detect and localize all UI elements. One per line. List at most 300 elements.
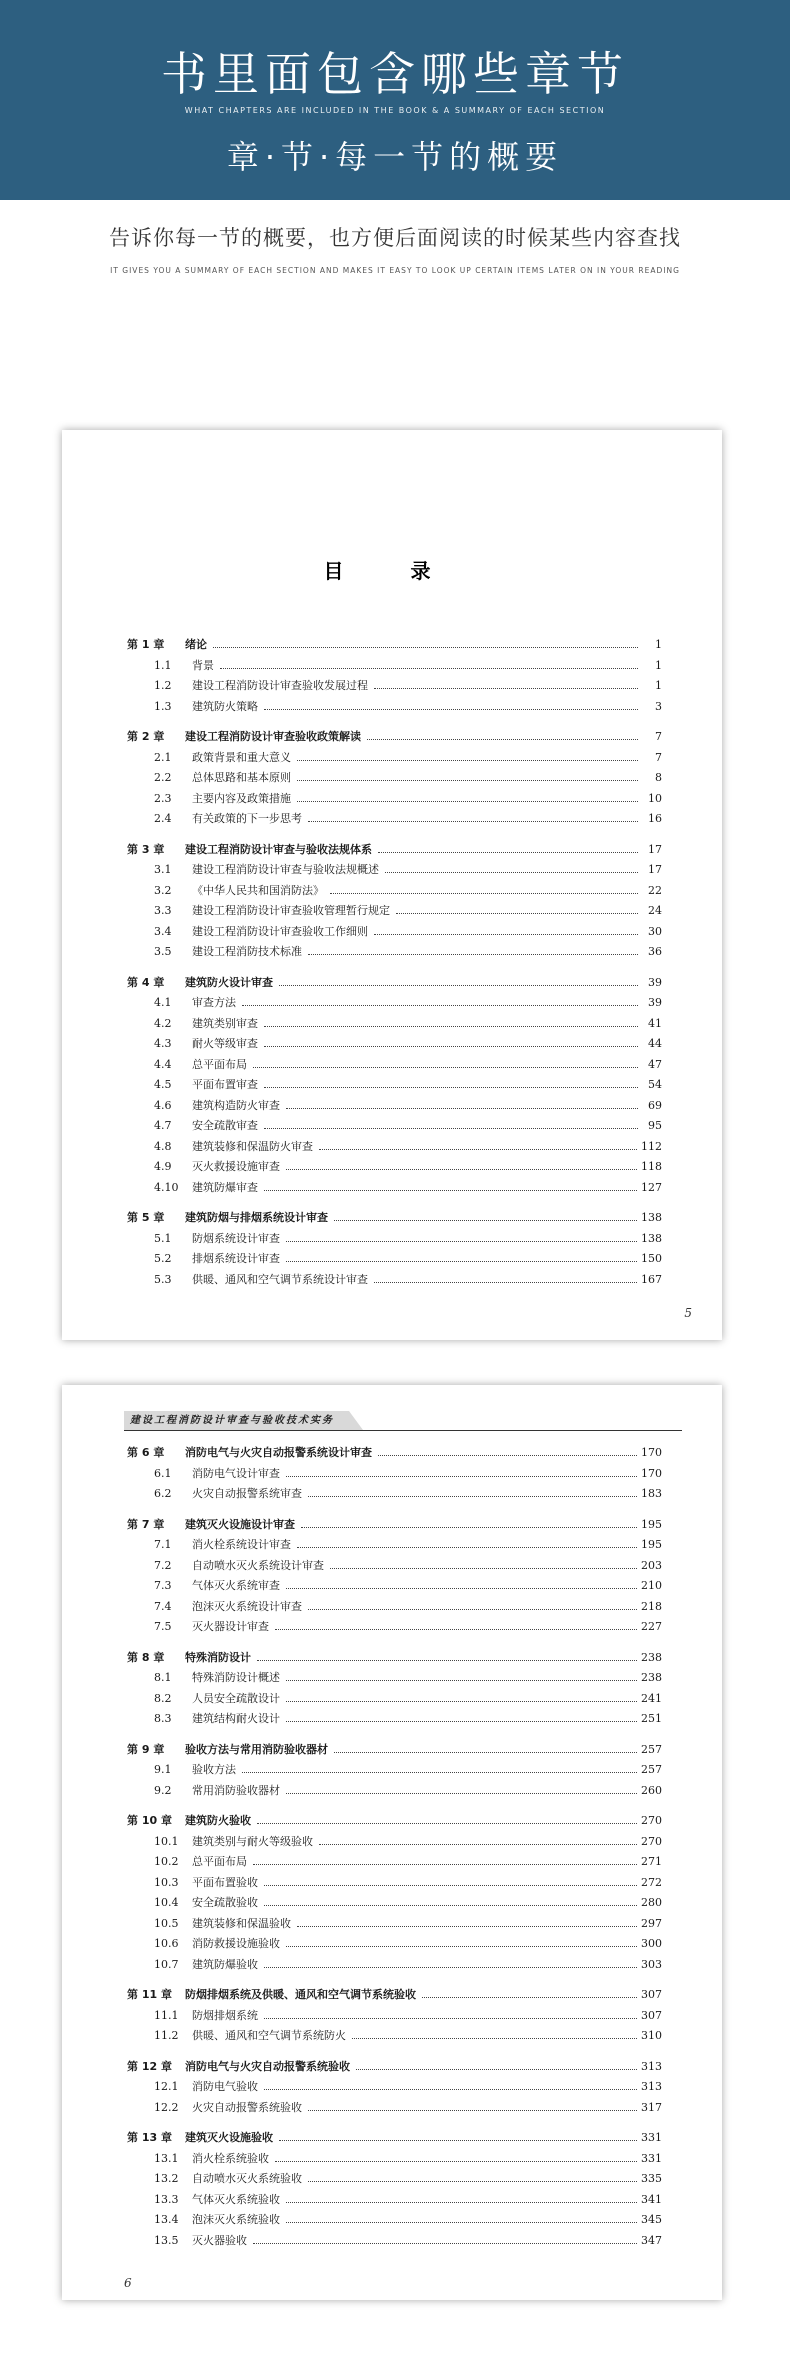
entry-title: 建筑构造防火审查 — [192, 1098, 280, 1112]
dot-leader — [334, 1220, 637, 1221]
entry-number: 第 9 章 — [127, 1742, 165, 1756]
entry-number: 第 2 章 — [127, 730, 165, 743]
dot-leader — [264, 1128, 638, 1129]
entry-title: 建设工程消防设计审查验收管理暂行规定 — [192, 904, 390, 917]
chapter-gap — [127, 1198, 662, 1208]
toc-chapter-entry — [127, 1443, 662, 1464]
entry-title: 建设工程消防技术标准 — [192, 945, 302, 958]
toc-section-entry — [127, 676, 662, 697]
toc-section-entry — [127, 1576, 662, 1597]
toc-section-entry — [127, 901, 662, 922]
entry-number: 2.4 — [154, 812, 172, 825]
dot-leader — [374, 934, 638, 935]
entry-page: 39 — [648, 975, 662, 989]
toc-section-entry — [127, 1178, 662, 1199]
entry-page: 210 — [641, 1579, 662, 1592]
dot-leader — [367, 739, 638, 740]
entry-title: 主要内容及政策措施 — [192, 791, 291, 805]
dot-leader — [330, 1568, 637, 1569]
entry-title: 灭火器验收 — [192, 2233, 247, 2247]
entry-number: 13.2 — [154, 2172, 179, 2185]
toc-section-entry — [127, 1484, 662, 1505]
entry-number: 4.9 — [154, 1160, 172, 1173]
entry-number: 3.3 — [154, 904, 172, 917]
entry-page: 16 — [648, 812, 662, 825]
dot-leader — [286, 1793, 637, 1794]
entry-number: 4.5 — [154, 1078, 172, 1091]
entry-number: 3.5 — [154, 945, 172, 958]
dot-leader — [422, 1997, 637, 1998]
entry-page: 183 — [641, 1487, 662, 1500]
entry-number: 9.1 — [154, 1763, 172, 1776]
entry-number: 第 8 章 — [127, 1650, 165, 1664]
entry-page: 1 — [655, 638, 662, 651]
toc-chapter-entry — [127, 1811, 662, 1832]
toc-section-entry — [127, 2077, 662, 2098]
dot-leader — [374, 688, 638, 689]
entry-title: 建筑结构耐火设计 — [192, 1712, 280, 1725]
dot-leader — [286, 1108, 638, 1109]
toc-section-entry — [127, 2026, 662, 2047]
entry-title: 人员安全疏散设计 — [192, 1691, 280, 1705]
entry-page: 345 — [641, 2213, 662, 2226]
entry-number: 4.3 — [154, 1037, 172, 1050]
entry-number: 2.1 — [154, 750, 172, 764]
entry-page: 39 — [648, 996, 662, 1009]
toc-section-entry — [127, 1535, 662, 1556]
entry-number: 4.10 — [154, 1180, 179, 1194]
entry-title: 供暖、通风和空气调节系统设计审查 — [192, 1272, 368, 1286]
entry-number: 9.2 — [154, 1783, 172, 1797]
banner-subtitle-en: WHAT CHAPTERS ARE INCLUDED IN THE BOOK & A SUMMARY OF EACH SECTION — [184, 106, 606, 115]
chapter-gap — [127, 1975, 662, 1985]
dot-leader — [257, 1660, 637, 1661]
toc-section-entry — [127, 1116, 662, 1137]
toc-section-entry — [127, 942, 662, 963]
dot-leader — [275, 1629, 637, 1630]
dot-leader — [264, 709, 638, 710]
entry-title: 安全疏散验收 — [192, 1896, 258, 1909]
entry-page: 10 — [648, 791, 662, 805]
entry-title: 常用消防验收器材 — [192, 1783, 280, 1797]
entry-number: 第 7 章 — [127, 1517, 165, 1531]
dot-leader — [356, 2069, 637, 2070]
toc-page-1 — [62, 430, 722, 1340]
entry-page: 238 — [641, 1671, 662, 1684]
dot-leader — [297, 1926, 637, 1927]
running-head-title: 建设工程消防设计审查与验收技术实务 — [124, 1411, 349, 1430]
entry-title: 消防电气验收 — [192, 2080, 258, 2093]
entry-title: 排烟系统设计审查 — [192, 1252, 280, 1265]
dot-leader — [264, 1046, 638, 1047]
entry-title: 消防电气与火灾自动报警系统设计审查 — [185, 1446, 372, 1459]
toc-chapter-entry — [127, 727, 662, 748]
entry-page: 95 — [648, 1119, 662, 1132]
dot-leader — [286, 2202, 637, 2203]
toc-list — [127, 635, 662, 1290]
toc-section-entry — [127, 1852, 662, 1873]
entry-number: 6.1 — [154, 1466, 172, 1480]
toc-section-entry — [127, 1709, 662, 1730]
toc-section-entry — [127, 1055, 662, 1076]
entry-number: 5.2 — [154, 1252, 172, 1265]
dot-leader — [264, 2018, 637, 2019]
dot-leader — [308, 2110, 637, 2111]
dot-leader — [253, 1067, 638, 1068]
toc-section-entry — [127, 993, 662, 1014]
intro-text-cn: 告诉你每一节的概要，也方便后面阅读的时候某些内容查找 — [109, 226, 681, 250]
toc-section-entry — [127, 789, 662, 810]
entry-title: 平面布置审查 — [192, 1078, 258, 1091]
dot-leader — [308, 1609, 637, 1610]
entry-title: 建筑装修和保温验收 — [192, 1916, 291, 1930]
banner-subtitle-cn: 章·节·每一节的概要 — [226, 138, 564, 176]
entry-page: 297 — [641, 1916, 662, 1930]
entry-page: 170 — [641, 1446, 662, 1459]
entry-number: 4.7 — [154, 1119, 172, 1132]
entry-title: 建设工程消防设计审查与验收法规体系 — [185, 842, 372, 856]
entry-title: 《中华人民共和国消防法》 — [192, 883, 324, 897]
entry-title: 建筑防烟与排烟系统设计审查 — [185, 1211, 328, 1224]
entry-title: 特殊消防设计概述 — [192, 1671, 280, 1684]
entry-number: 8.3 — [154, 1712, 172, 1725]
dot-leader — [297, 801, 638, 802]
entry-title: 气体灭火系统验收 — [192, 2192, 280, 2206]
entry-page: 257 — [641, 1763, 662, 1776]
entry-page: 270 — [641, 1814, 662, 1827]
entry-title: 耐火等级审查 — [192, 1037, 258, 1050]
entry-number: 1.1 — [154, 658, 172, 672]
toc-section-entry — [127, 1464, 662, 1485]
entry-number: 10.6 — [154, 1937, 179, 1950]
entry-page: 331 — [641, 2151, 662, 2165]
entry-page: 7 — [655, 730, 662, 743]
entry-page: 167 — [641, 1272, 662, 1286]
dot-leader — [264, 2089, 637, 2090]
entry-title: 总平面布局 — [192, 1057, 247, 1071]
entry-number: 10.3 — [154, 1875, 179, 1889]
toc-section-entry — [127, 2098, 662, 2119]
entry-number: 第 10 章 — [127, 1814, 172, 1827]
entry-title: 平面布置验收 — [192, 1875, 258, 1889]
entry-number: 4.8 — [154, 1139, 172, 1153]
entry-number: 7.1 — [154, 1538, 172, 1551]
entry-title: 特殊消防设计 — [185, 1650, 251, 1664]
entry-page: 118 — [641, 1160, 662, 1173]
intro-text-en: IT GIVES YOU A SUMMARY OF EACH SECTION AND MAKES IT EASY TO LOOK UP CERTAIN ITEMS LATER ON IN YOUR READING — [110, 266, 680, 275]
chapter-gap — [127, 830, 662, 840]
entry-title: 建筑防爆验收 — [192, 1957, 258, 1971]
toc-page-2 — [62, 1385, 722, 2300]
entry-page: 170 — [641, 1466, 662, 1480]
page-number: 5 — [684, 1306, 692, 1320]
toc-chapter-entry — [127, 2128, 662, 2149]
dot-leader — [330, 893, 638, 894]
toc-section-entry — [127, 1689, 662, 1710]
entry-page: 24 — [648, 904, 662, 917]
entry-page: 41 — [648, 1016, 662, 1030]
toc-section-entry — [127, 1249, 662, 1270]
entry-page: 36 — [648, 945, 662, 958]
toc-section-entry — [127, 2210, 662, 2231]
entry-number: 8.2 — [154, 1691, 172, 1705]
toc-section-entry — [127, 1832, 662, 1853]
toc-section-entry — [127, 2169, 662, 2190]
entry-page: 195 — [641, 1538, 662, 1551]
entry-title: 消防救援设施验收 — [192, 1937, 280, 1950]
dot-leader — [286, 1476, 637, 1477]
toc-section-entry — [127, 1556, 662, 1577]
chapter-gap — [127, 963, 662, 973]
entry-page: 17 — [648, 863, 662, 876]
entry-number: 12.1 — [154, 2080, 179, 2093]
entry-title: 审查方法 — [192, 996, 236, 1009]
entry-number: 5.3 — [154, 1272, 172, 1286]
entry-page: 47 — [648, 1057, 662, 1071]
entry-number: 4.1 — [154, 996, 172, 1009]
entry-title: 背景 — [192, 658, 214, 672]
chapter-gap — [127, 2118, 662, 2128]
dot-leader — [286, 1241, 637, 1242]
entry-page: 335 — [641, 2172, 662, 2185]
toc-section-entry — [127, 1270, 662, 1291]
dot-leader — [213, 647, 638, 648]
entry-number: 10.1 — [154, 1834, 179, 1848]
entry-page: 1 — [655, 658, 662, 672]
entry-page: 270 — [641, 1834, 662, 1848]
entry-page: 195 — [641, 1517, 662, 1531]
entry-title: 消防电气设计审查 — [192, 1466, 280, 1480]
entry-title: 自动喷水灭火系统设计审查 — [192, 1558, 324, 1572]
dot-leader — [319, 1844, 637, 1845]
toc-section-entry — [127, 2006, 662, 2027]
toc-chapter-entry — [127, 1515, 662, 1536]
entry-page: 257 — [641, 1742, 662, 1756]
entry-title: 绪论 — [185, 638, 207, 651]
entry-page: 17 — [648, 842, 662, 856]
entry-number: 7.2 — [154, 1558, 172, 1572]
entry-page: 44 — [648, 1037, 662, 1050]
entry-page: 7 — [655, 750, 662, 764]
toc-chapter-entry — [127, 1208, 662, 1229]
entry-page: 303 — [641, 1957, 662, 1971]
entry-number: 10.5 — [154, 1916, 179, 1930]
entry-number: 7.3 — [154, 1579, 172, 1592]
entry-number: 第 13 章 — [127, 2131, 172, 2144]
entry-title: 防烟排烟系统 — [192, 2008, 258, 2022]
dot-leader — [279, 2140, 637, 2141]
entry-number: 第 6 章 — [127, 1446, 165, 1459]
toc-chapter-entry — [127, 1985, 662, 2006]
entry-number: 5.1 — [154, 1231, 172, 1245]
entry-number: 4.6 — [154, 1098, 172, 1112]
entry-number: 13.3 — [154, 2192, 179, 2206]
entry-number: 8.1 — [154, 1671, 172, 1684]
entry-page: 317 — [641, 2100, 662, 2114]
entry-number: 10.4 — [154, 1896, 179, 1909]
dot-leader — [286, 1588, 637, 1589]
entry-title: 防烟排烟系统及供暖、通风和空气调节系统验收 — [185, 1988, 416, 2001]
entry-number: 7.4 — [154, 1599, 172, 1613]
toc-section-entry — [127, 1781, 662, 1802]
entry-number: 13.1 — [154, 2151, 179, 2165]
entry-number: 第 11 章 — [127, 1988, 172, 2001]
entry-title: 灭火救援设施审查 — [192, 1160, 280, 1173]
toc-section-entry — [127, 1955, 662, 1976]
toc-section-entry — [127, 2149, 662, 2170]
entry-page: 112 — [641, 1139, 662, 1153]
entry-number: 6.2 — [154, 1487, 172, 1500]
entry-page: 347 — [641, 2233, 662, 2247]
entry-page: 22 — [648, 883, 662, 897]
entry-title: 建设工程消防设计审查验收发展过程 — [192, 679, 368, 692]
entry-page: 30 — [648, 924, 662, 938]
dot-leader — [253, 1864, 637, 1865]
toc-section-entry — [127, 1934, 662, 1955]
entry-title: 有关政策的下一步思考 — [192, 812, 302, 825]
entry-page: 203 — [641, 1558, 662, 1572]
toc-section-entry — [127, 2190, 662, 2211]
toc-section-entry — [127, 809, 662, 830]
entry-title: 泡沫灭火系统验收 — [192, 2213, 280, 2226]
entry-title: 建筑灭火设施设计审查 — [185, 1517, 295, 1531]
chapter-gap — [127, 1801, 662, 1811]
toc-section-entry — [127, 656, 662, 677]
entry-number: 第 4 章 — [127, 975, 165, 989]
chapter-gap — [127, 717, 662, 727]
dot-leader — [264, 1026, 638, 1027]
entry-page: 300 — [641, 1937, 662, 1950]
dot-leader — [308, 1496, 637, 1497]
toc-section-entry — [127, 881, 662, 902]
entry-title: 建设工程消防设计审查验收工作细则 — [192, 924, 368, 938]
entry-page: 138 — [641, 1211, 662, 1224]
entry-number: 3.1 — [154, 863, 172, 876]
dot-leader — [396, 913, 638, 914]
toc-chapter-entry — [127, 1740, 662, 1761]
entry-title: 建筑装修和保温防火审查 — [192, 1139, 313, 1153]
entry-page: 227 — [641, 1620, 662, 1633]
entry-number: 3.2 — [154, 883, 172, 897]
dot-leader — [308, 954, 638, 955]
entry-title: 防烟系统设计审查 — [192, 1231, 280, 1245]
entry-title: 供暖、通风和空气调节系统防火 — [192, 2029, 346, 2042]
entry-page: 271 — [641, 1855, 662, 1868]
entry-title: 建筑类别与耐火等级验收 — [192, 1834, 313, 1848]
entry-title: 建设工程消防设计审查验收政策解读 — [185, 730, 361, 743]
toc-section-entry — [127, 1668, 662, 1689]
entry-title: 政策背景和重大意义 — [192, 750, 291, 764]
dot-leader — [286, 1721, 637, 1722]
entry-number: 11.2 — [154, 2029, 179, 2042]
dot-leader — [297, 760, 638, 761]
dot-leader — [374, 1282, 637, 1283]
toc-chapter-entry — [127, 2057, 662, 2078]
entry-title: 消火栓系统验收 — [192, 2151, 269, 2165]
toc-section-entry — [127, 860, 662, 881]
entry-title: 建筑防火策略 — [192, 699, 258, 713]
toc-section-entry — [127, 1760, 662, 1781]
entry-page: 331 — [641, 2131, 662, 2144]
entry-number: 3.4 — [154, 924, 172, 938]
entry-number: 1.3 — [154, 699, 172, 713]
toc-chapter-entry — [127, 973, 662, 994]
toc-section-entry — [127, 922, 662, 943]
toc-chapter-entry — [127, 635, 662, 656]
entry-title: 验收方法与常用消防验收器材 — [185, 1742, 328, 1756]
entry-page: 272 — [641, 1875, 662, 1889]
entry-page: 280 — [641, 1896, 662, 1909]
toc-section-entry — [127, 1096, 662, 1117]
entry-page: 260 — [641, 1783, 662, 1797]
chapter-gap — [127, 1638, 662, 1648]
dot-leader — [286, 1680, 637, 1681]
toc-list — [127, 1443, 662, 2251]
entry-number: 2.3 — [154, 791, 172, 805]
dot-leader — [264, 1190, 637, 1191]
entry-page: 8 — [655, 771, 662, 784]
entry-title: 安全疏散审查 — [192, 1119, 258, 1132]
entry-page: 307 — [641, 1988, 662, 2001]
entry-title: 火灾自动报警系统审查 — [192, 1487, 302, 1500]
toc-section-entry — [127, 1873, 662, 1894]
entry-number: 第 1 章 — [127, 638, 165, 651]
dot-leader — [301, 1527, 637, 1528]
toc-section-entry — [127, 1034, 662, 1055]
toc-chapter-entry — [127, 1648, 662, 1669]
toc-section-entry — [127, 1914, 662, 1935]
chapter-gap — [127, 2047, 662, 2057]
page-number: 6 — [124, 2276, 132, 2290]
entry-title: 消防电气与火灾自动报警系统验收 — [185, 2059, 350, 2073]
toc-section-entry — [127, 1075, 662, 1096]
entry-page: 1 — [655, 679, 662, 692]
toc-section-entry — [127, 748, 662, 769]
entry-title: 建筑防火验收 — [185, 1814, 251, 1827]
dot-leader — [264, 1087, 638, 1088]
toc-section-entry — [127, 1137, 662, 1158]
entry-page: 54 — [648, 1078, 662, 1091]
dot-leader — [242, 1772, 637, 1773]
entry-number: 13.4 — [154, 2213, 179, 2226]
toc-section-entry — [127, 1229, 662, 1250]
entry-number: 7.5 — [154, 1620, 172, 1633]
entry-number: 第 3 章 — [127, 842, 165, 856]
toc-title: 目 录 — [323, 559, 461, 583]
dot-leader — [334, 1752, 637, 1753]
entry-number: 13.5 — [154, 2233, 179, 2247]
entry-title: 气体灭火系统审查 — [192, 1579, 280, 1592]
dot-leader — [297, 1547, 637, 1548]
entry-page: 69 — [648, 1098, 662, 1112]
banner-title: 书里面包含哪些章节 — [161, 47, 629, 101]
entry-page: 3 — [655, 699, 662, 713]
toc-section-entry — [127, 768, 662, 789]
chapter-gap — [127, 1730, 662, 1740]
entry-title: 自动喷水灭火系统验收 — [192, 2172, 302, 2185]
dot-leader — [242, 1005, 638, 1006]
toc-chapter-entry — [127, 840, 662, 861]
entry-number: 第 12 章 — [127, 2059, 172, 2073]
entry-page: 150 — [641, 1252, 662, 1265]
toc-section-entry — [127, 1014, 662, 1035]
entry-number: 12.2 — [154, 2100, 179, 2114]
entry-page: 138 — [641, 1231, 662, 1245]
entry-number: 2.2 — [154, 771, 172, 784]
entry-title: 建筑类别审查 — [192, 1016, 258, 1030]
dot-leader — [286, 1261, 637, 1262]
entry-title: 建筑防火设计审查 — [185, 975, 273, 989]
